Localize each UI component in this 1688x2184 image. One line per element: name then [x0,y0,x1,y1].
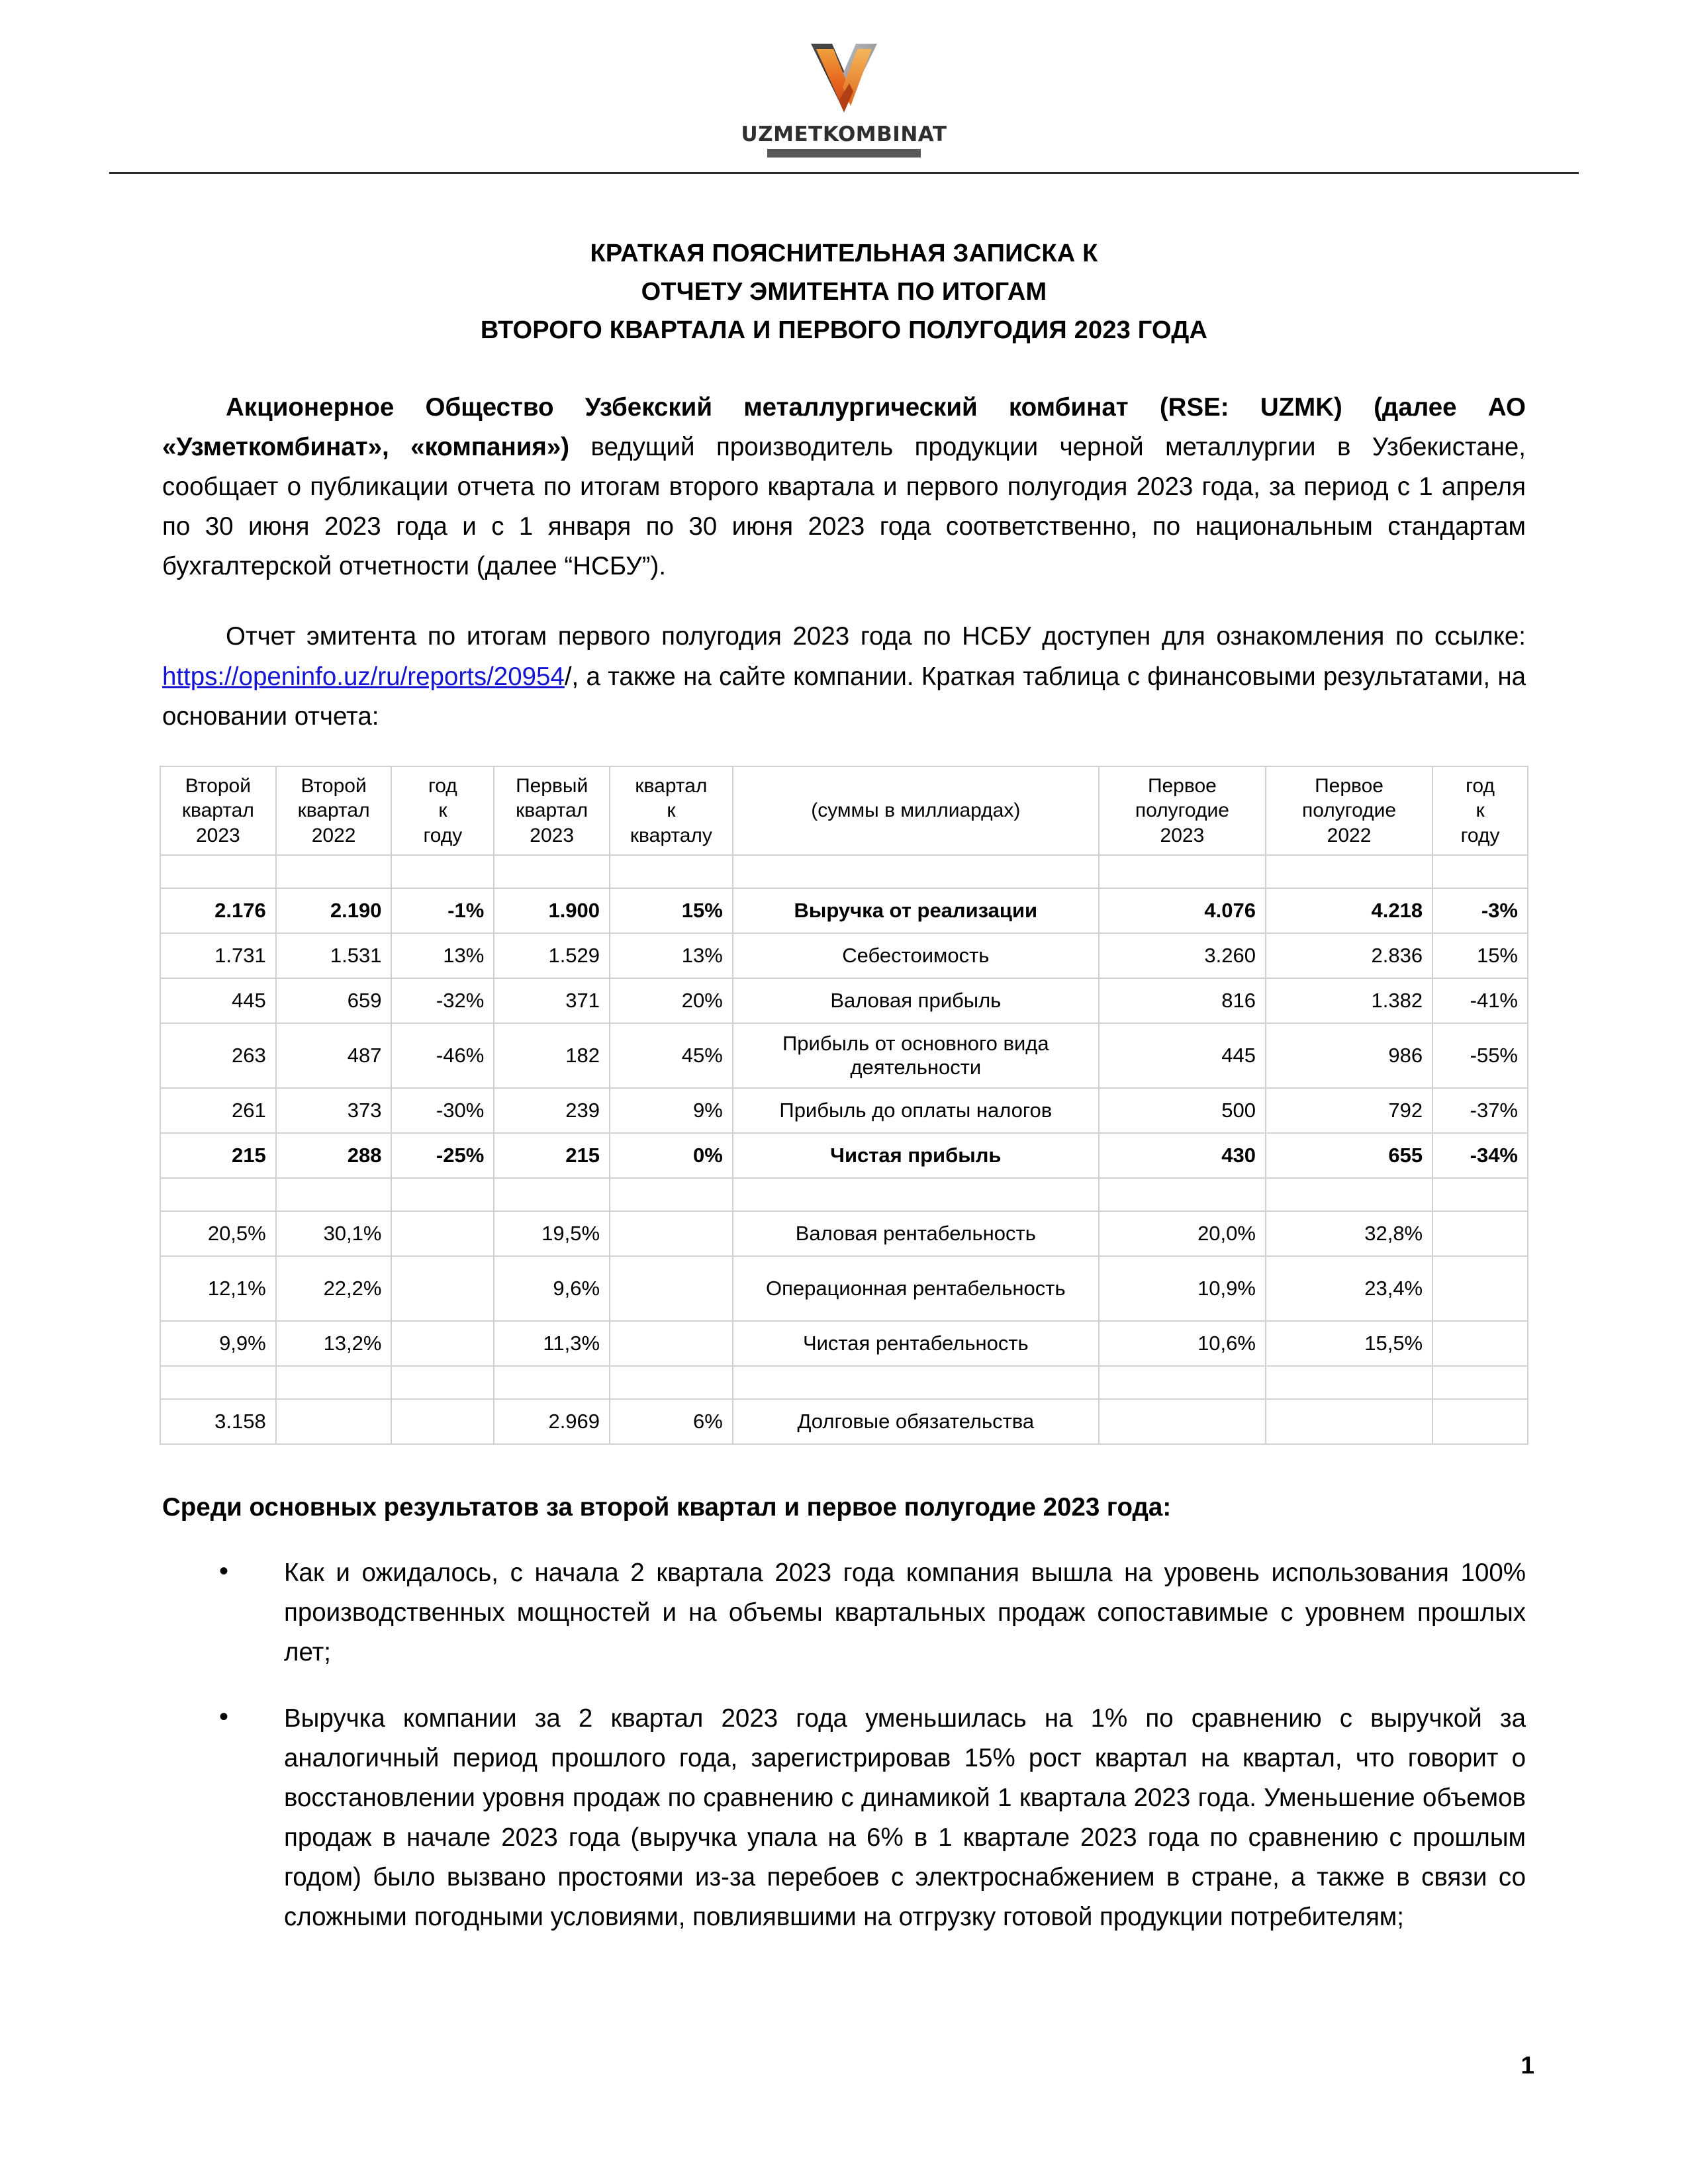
table-cell-value [610,1256,733,1321]
table-cell-label: Операционная рентабельность [733,1256,1099,1321]
table-cell-value: 215 [494,1133,610,1178]
table-cell-value: -55% [1432,1023,1528,1088]
table-cell-label: Прибыль от основного вида деятельности [733,1023,1099,1088]
table-cell-value: 20,5% [160,1211,276,1256]
table-cell-value: 20,0% [1099,1211,1266,1256]
table-cell-value: -1% [391,888,494,933]
table-cell-label: Выручка от реализации [733,888,1099,933]
table-cell-value [1266,1399,1432,1444]
table-cell-value: 23,4% [1266,1256,1432,1321]
table-cell-value [160,1366,276,1399]
table-cell-value: 2.190 [276,888,392,933]
table-row [160,1399,1528,1444]
table-cell-value: 15,5% [1266,1321,1432,1366]
table-col-header-2: год к году [391,766,494,856]
report-link-after: /, а также на сайте компании. Краткая таблица с финансовыми результатами, на основании отчета: [162,662,1526,731]
table-cell-value: 9,6% [494,1256,610,1321]
table-row [160,888,1528,933]
table-cell-value [276,1366,392,1399]
table-cell-value [1099,1399,1266,1444]
company-logo [741,34,947,158]
table-body [160,855,1528,1444]
intro-paragraph [162,388,1526,586]
table-row [160,1256,1528,1321]
table-cell-value [391,1211,494,1256]
financial-table-wrapper [160,766,1528,1445]
table-col-header-7: Первое полугодие 2022 [1266,766,1432,856]
table-cell-value: 4.218 [1266,888,1432,933]
table-cell-value: 1.731 [160,933,276,978]
table-cell-value: 288 [276,1133,392,1178]
table-cell-value [391,1366,494,1399]
table-cell-value: 4.076 [1099,888,1266,933]
logo-wordmark: UZMETKOMBINAT [741,122,947,146]
table-cell-value: 13% [610,933,733,978]
table-cell-value: 6% [610,1399,733,1444]
table-cell-value: 10,6% [1099,1321,1266,1366]
table-col-header-8: год к году [1432,766,1528,856]
title-line-2: ОТЧЕТУ ЭМИТЕНТА ПО ИТОГАМ [641,277,1047,306]
results-bullet-list [162,1553,1526,1937]
table-cell-value [1432,855,1528,888]
report-link[interactable]: https://openinfo.uz/ru/reports/20954 [162,662,565,691]
table-cell-value: 3.260 [1099,933,1266,978]
table-cell-value: 792 [1266,1088,1432,1133]
table-cell-value [1266,1178,1432,1211]
table-cell-value [276,1178,392,1211]
table-col-header-6: Первое полугодие 2023 [1099,766,1266,856]
table-cell-value: 13,2% [276,1321,392,1366]
table-cell-value: 2.836 [1266,933,1432,978]
table-row [160,1023,1528,1088]
table-cell-value: -34% [1432,1133,1528,1178]
table-cell-value [1432,1178,1528,1211]
table-cell-value: 20% [610,978,733,1023]
table-cell-value: 1.900 [494,888,610,933]
table-cell-value: 30,1% [276,1211,392,1256]
table-cell-value [1099,1366,1266,1399]
table-spacer-row [160,855,1528,888]
table-cell-value: 9,9% [160,1321,276,1366]
logo-underbar [767,149,921,158]
table-cell-label: Прибыль до оплаты налогов [733,1088,1099,1133]
table-cell-value [391,1321,494,1366]
table-cell-value [610,1321,733,1366]
title-line-3: ВТОРОГО КВАРТАЛА И ПЕРВОГО ПОЛУГОДИЯ 2023 ГОДА [480,316,1208,344]
report-link-paragraph [162,617,1526,736]
table-row [160,978,1528,1023]
uzmetkombinat-v-mark-icon [802,34,886,119]
table-cell-value [391,855,494,888]
table-cell-value: 1.382 [1266,978,1432,1023]
table-cell-label: Себестоимость [733,933,1099,978]
table-cell-label: Чистая рентабельность [733,1321,1099,1366]
table-header-row [160,766,1528,856]
table-cell-value [1432,1256,1528,1321]
table-cell-value: 12,1% [160,1256,276,1321]
table-cell-value: 1.529 [494,933,610,978]
table-cell-value: 32,8% [1266,1211,1432,1256]
table-cell-value: 261 [160,1088,276,1133]
table-cell-value [610,1178,733,1211]
table-col-header-1: Второй квартал 2022 [276,766,392,856]
table-cell-value: -46% [391,1023,494,1088]
table-cell-value [1266,1366,1432,1399]
page-number: 1 [1521,2052,1534,2079]
page-title [162,235,1526,349]
table-spacer-row [160,1366,1528,1399]
table-cell-value: 215 [160,1133,276,1178]
table-cell-value [1266,855,1432,888]
table-cell-label: Валовая рентабельность [733,1211,1099,1256]
table-cell-value: 445 [1099,1023,1266,1088]
table-cell-value [494,855,610,888]
table-cell-value: 182 [494,1023,610,1088]
table-cell-value: 263 [160,1023,276,1088]
intro-bold-lead: Акционерное Общество Узбекский металлургический комбинат (RSE: UZMK) (далее АО «Узметкомбинат», «компания») [162,393,1526,462]
table-cell-label: Валовая прибыль [733,978,1099,1023]
intro-rest: ведущий производитель продукции черной металлургии в Узбекистане, сообщает о публикации отчета по итогам второго квартала и первого полугодия 2023 года, за период с 1 апреля по 30 июня 2023 года и с 1 января по 30 июня 2023 года соответственно, по национальным стандартам бухгалтерской отчетности (далее “НСБУ”). [162,433,1526,581]
table-col-header-3: Первый квартал 2023 [494,766,610,856]
table-cell-value: 2.176 [160,888,276,933]
table-cell-value: 0% [610,1133,733,1178]
table-row [160,1133,1528,1178]
table-cell-label: Чистая прибыль [733,1133,1099,1178]
table-cell-value: 9% [610,1088,733,1133]
table-spacer-row [160,1178,1528,1211]
table-cell-value [610,855,733,888]
table-cell-value [1432,1366,1528,1399]
table-cell-value: 45% [610,1023,733,1088]
table-cell-label [733,1366,1099,1399]
table-cell-value [391,1399,494,1444]
table-cell-value: 816 [1099,978,1266,1023]
table-cell-value [1432,1321,1528,1366]
table-cell-value: 986 [1266,1023,1432,1088]
table-cell-label: Долговые обязательства [733,1399,1099,1444]
table-row [160,1321,1528,1366]
list-item: • Выручка компании за 2 квартал 2023 года уменьшилась на 1% по сравнению с выручкой за аналогичный период прошлого года, зарегистрировав 15% рост квартал на квартал, что говорит о восстановлении уровня продаж по сравнению с динамикой 1 квартала 2023 года. Уменьшение объемов продаж в начале 2023 года (выручка упала на 6% в 1 квартале 2023 года по сравнению с прошлым годом) было вызвано простоями из-за перебоев с электроснабжением в стране, а также в связи со сложными погодными условиями, повлиявшими на отгрузку готовой продукции потребителям; [162,1699,1526,1937]
table-cell-value: 15% [1432,933,1528,978]
table-cell-value [1099,1178,1266,1211]
table-cell-value: -41% [1432,978,1528,1023]
table-cell-value [391,1256,494,1321]
document-header [0,0,1688,158]
table-cell-value: 487 [276,1023,392,1088]
table-cell-label [733,855,1099,888]
table-cell-value: -32% [391,978,494,1023]
table-cell-value: 445 [160,978,276,1023]
table-cell-value [1099,855,1266,888]
report-link-before: Отчет эмитента по итогам первого полугодия 2023 года по НСБУ доступен для ознакомления по ссылке: [226,622,1526,651]
table-cell-value: -3% [1432,888,1528,933]
table-row [160,933,1528,978]
table-cell-value: -37% [1432,1088,1528,1133]
table-header-row-group [160,766,1528,856]
table-cell-value: 500 [1099,1088,1266,1133]
results-lead-heading: Среди основных результатов за второй квартал и первое полугодие 2023 года: [162,1493,1172,1522]
document-body [162,388,1526,736]
table-cell-value [1432,1211,1528,1256]
table-cell-value [494,1366,610,1399]
table-cell-value: 10,9% [1099,1256,1266,1321]
table-cell-value [391,1178,494,1211]
financial-results-table [160,766,1528,1445]
title-line-1: КРАТКАЯ ПОЯСНИТЕЛЬНАЯ ЗАПИСКА К [590,240,1098,267]
table-cell-value: 430 [1099,1133,1266,1178]
table-cell-value [276,855,392,888]
table-cell-value: 659 [276,978,392,1023]
table-cell-value: 373 [276,1088,392,1133]
table-cell-value: 3.158 [160,1399,276,1444]
table-cell-value [276,1399,392,1444]
table-row [160,1088,1528,1133]
table-cell-value: 11,3% [494,1321,610,1366]
table-cell-value: 1.531 [276,933,392,978]
table-cell-value: 371 [494,978,610,1023]
table-cell-value [160,855,276,888]
table-cell-value [610,1366,733,1399]
table-cell-value: 239 [494,1088,610,1133]
header-divider [109,172,1579,174]
table-cell-value: 19,5% [494,1211,610,1256]
table-col-header-4: квартал к кварталу [610,766,733,856]
table-row [160,1211,1528,1256]
table-cell-value: 2.969 [494,1399,610,1444]
table-cell-label [733,1178,1099,1211]
table-cell-value [494,1178,610,1211]
table-cell-value [1432,1399,1528,1444]
table-cell-value: 22,2% [276,1256,392,1321]
table-cell-value: 15% [610,888,733,933]
table-cell-value [160,1178,276,1211]
list-item: • Как и ожидалось, с начала 2 квартала 2023 года компания вышла на уровень использования 100% производственных мощностей и на объемы квартальных продаж сопоставимые с уровнем прошлых лет; [162,1553,1526,1672]
table-cell-value: -30% [391,1088,494,1133]
table-cell-value: 655 [1266,1133,1432,1178]
table-cell-value: 13% [391,933,494,978]
table-col-header-0: Второй квартал 2023 [160,766,276,856]
table-cell-value: -25% [391,1133,494,1178]
table-cell-value [610,1211,733,1256]
table-col-header-5: (суммы в миллиардах) [733,766,1099,856]
